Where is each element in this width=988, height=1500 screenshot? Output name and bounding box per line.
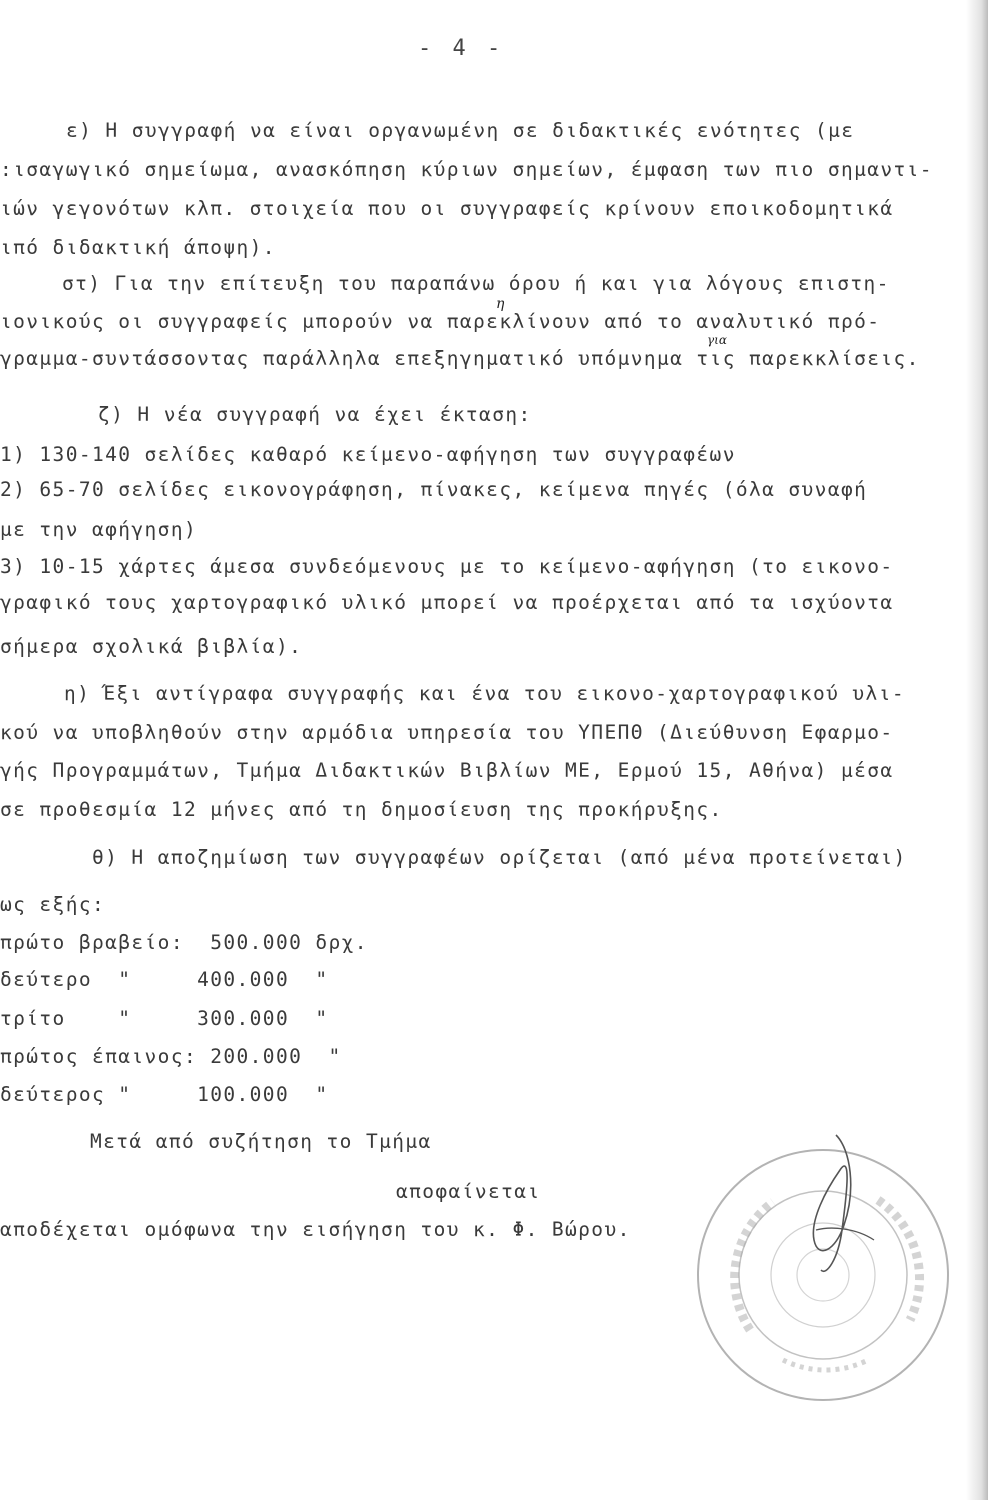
- handwritten-signature: [796, 1130, 886, 1280]
- text-line: Μετά από συζήτηση το Τμήμα: [90, 1130, 432, 1153]
- page-edge-shadow: [966, 0, 988, 1500]
- text-line: ε) Η συγγραφή να είναι οργανωμένη σε διδακτικές ενότητες (με: [66, 119, 855, 142]
- text-line: ιονικούς οι συγγραφείς μπορούν να παρεκλίνουν από το αναλυτικό πρό-: [0, 310, 881, 333]
- text-line: κού να υποβληθούν στην αρμόδια υπηρεσία του ΥΠΕΠΘ (Διεύθυνση Εφαρμο-: [0, 721, 894, 744]
- text-line: ως εξής:: [0, 893, 106, 916]
- text-line: ιπό διδακτική άποψη).: [0, 236, 276, 259]
- text-line: γής Προγραμμάτων, Τμήμα Διδακτικών Βιβλίων ΜΕ, Ερμού 15, Αθήνα) μέσα: [0, 759, 894, 782]
- page-number: - 4 -: [418, 36, 505, 61]
- handwritten-correction: η: [496, 296, 505, 312]
- text-line: με την αφήγηση): [0, 518, 198, 541]
- text-line: γραφικό τους χαρτογραφικό υλικό μπορεί να προέρχεται από τα ισχύοντα: [0, 591, 894, 614]
- text-line: σε προθεσμία 12 μήνες από τη δημοσίευση της προκήρυξης.: [0, 798, 723, 821]
- text-line: ιών γεγονότων κλπ. στοιχεία που οι συγγραφείς κρίνουν εποικοδομητικά: [0, 197, 894, 220]
- text-line: θ) Η αποζημίωση των συγγραφέων ορίζεται (από μένα προτείνεται): [92, 846, 907, 869]
- prize-row: δεύτερος " 100.000 ": [0, 1083, 329, 1106]
- prize-row: πρώτος έπαινος: 200.000 ": [0, 1045, 342, 1068]
- prize-row: πρώτο βραβείο: 500.000 δρχ.: [0, 931, 368, 954]
- prize-row: τρίτο " 300.000 ": [0, 1007, 329, 1030]
- text-line: ζ) Η νέα συγγραφή να έχει έκταση:: [98, 403, 532, 426]
- handwritten-correction: για: [707, 333, 727, 347]
- decision-heading: αποφαίνεται: [396, 1180, 541, 1203]
- text-line: γραμμα-συντάσσοντας παράλληλα επεξηγηματικό υπόμνημα τις παρεκκλίσεις.: [0, 347, 920, 370]
- text-line: σήμερα σχολικά βιβλία).: [0, 635, 303, 658]
- text-line: 3) 10-15 χάρτες άμεσα συνδεόμενους με το κείμενο-αφήγηση (το εικονο-: [0, 555, 894, 578]
- text-line: στ) Για την επίτευξη του παραπάνω όρου ή και για λόγους επιστη-: [62, 272, 890, 295]
- prize-row: δεύτερο " 400.000 ": [0, 968, 329, 991]
- text-line: :ισαγωγικό σημείωμα, ανασκόπηση κύριων σημείων, έμφαση των πιο σημαντι-: [0, 158, 933, 181]
- text-line: αποδέχεται ομόφωνα την εισήγηση του κ. Φ. Βώρου.: [0, 1218, 631, 1241]
- text-line: 2) 65-70 σελίδες εικονογράφηση, πίνακες, κείμενα πηγές (όλα συναφή: [0, 478, 868, 501]
- text-line: 1) 130-140 σελίδες καθαρό κείμενο-αφήγηση των συγγραφέων: [0, 443, 736, 466]
- text-line: η) Έξι αντίγραφα συγγραφής και ένα του εικονο-χαρτογραφικού υλι-: [64, 682, 905, 705]
